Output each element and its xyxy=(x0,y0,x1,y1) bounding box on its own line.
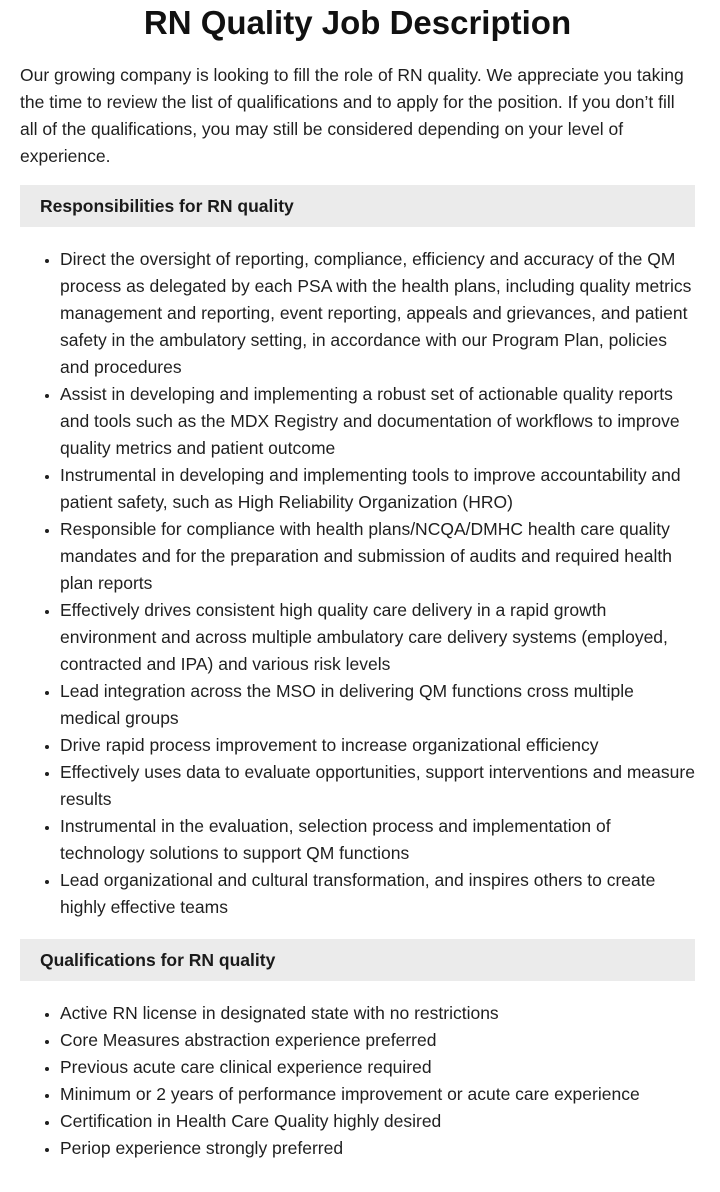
responsibilities-heading: Responsibilities for RN quality xyxy=(20,185,695,227)
intro-paragraph: Our growing company is looking to fill the role of RN quality. We appreciate you taking the time to review the list of qualifications and to apply for the position. If you don’t fill all of the qualifications, you may still be considered depending on your level of experience. xyxy=(20,65,684,166)
page-title: RN Quality Job Description xyxy=(143,4,572,41)
list-item: • Instrumental in the evaluation, selection process and implementation of technology solutions to support QM functions xyxy=(60,813,695,867)
qualifications-list xyxy=(20,1000,695,1162)
list-item: • Previous acute care clinical experience required xyxy=(60,1054,695,1081)
responsibilities-list xyxy=(20,246,695,921)
list-item: • Effectively drives consistent high quality care delivery in a rapid growth environment and across multiple ambulatory care delivery systems (employed, contracted and IPA) and various risk levels xyxy=(60,597,695,678)
list-item: • Lead integration across the MSO in delivering QM functions cross multiple medical groups xyxy=(60,678,695,732)
list-item: • Certification in Health Care Quality highly desired xyxy=(60,1108,695,1135)
list-item: • Periop experience strongly preferred xyxy=(60,1135,695,1162)
list-item: • Drive rapid process improvement to increase organizational efficiency xyxy=(60,732,695,759)
qualifications-heading: Qualifications for RN quality xyxy=(20,939,695,981)
list-item: • Minimum or 2 years of performance improvement or acute care experience xyxy=(60,1081,695,1108)
list-item: • Assist in developing and implementing a robust set of actionable quality reports and tools such as the MDX Registry and documentation of workflows to improve quality metrics and patient outcome xyxy=(60,381,695,462)
list-item: • Direct the oversight of reporting, compliance, efficiency and accuracy of the QM process as delegated by each PSA with the health plans, including quality metrics management and reporting, event reporting, appeals and grievances, and patient safety in the ambulatory setting, in accordance with our Program Plan, policies and procedures xyxy=(60,246,695,381)
list-item: • Instrumental in developing and implementing tools to improve accountability and patient safety, such as High Reliability Organization (HRO) xyxy=(60,462,695,516)
list-item: • Responsible for compliance with health plans/NCQA/DMHC health care quality mandates and for the preparation and submission of audits and required health plan reports xyxy=(60,516,695,597)
list-item: • Active RN license in designated state with no restrictions xyxy=(60,1000,695,1027)
list-item: • Lead organizational and cultural transformation, and inspires others to create highly effective teams xyxy=(60,867,695,921)
list-item: • Effectively uses data to evaluate opportunities, support interventions and measure results xyxy=(60,759,695,813)
list-item: • Core Measures abstraction experience preferred xyxy=(60,1027,695,1054)
